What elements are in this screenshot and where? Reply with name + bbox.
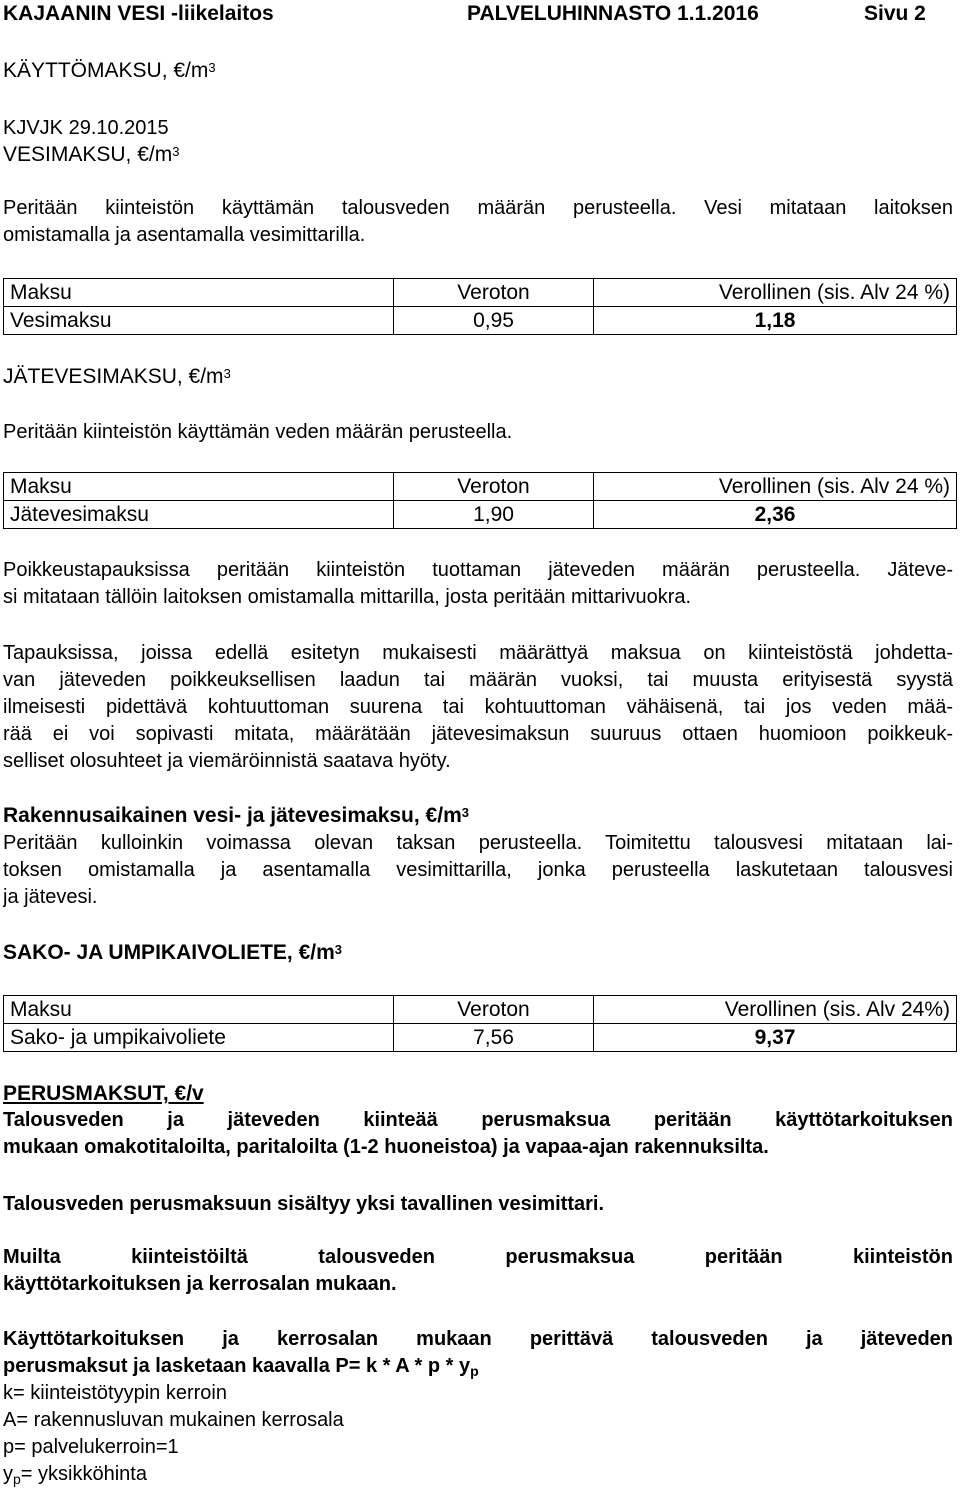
perusmaksut-paragraph-1: Talousveden ja jäteveden kiinteää perusmaksua peritään käyttötarkoituksen mukaan omakotitaloilta, paritaloilta (1-2 huoneistoa) ja vapaa-ajan rakennuksilta.	[3, 1109, 953, 1158]
section-title-vesimaksu: VESIMAKSU, $€/m^3$	[3, 143, 180, 166]
header-veroton: Veroton	[394, 996, 594, 1024]
header-organization: KAJAANIN VESI -liikelaitos	[3, 2, 274, 25]
row-verollinen: 9,37	[594, 1024, 957, 1052]
perusmaksut-paragraph-3: Muilta kiinteistöiltä talousveden perusmaksua peritään kiinteistön käyttötarkoituksen ja kerrosalan mukaan.	[3, 1246, 953, 1295]
section-title-kayttomaksu: KÄYTTÖMAKSU, $€/m^3$	[3, 59, 216, 82]
section-title-perusmaksut: PERUSMAKSUT, €/v	[3, 1082, 204, 1105]
perusmaksut-paragraph-4: Käyttötarkoituksen ja kerrosalan mukaan perittävä talousveden ja jäteveden perusmaksut ja lasketaan kaavalla $P= k * A * p * y_p$	[3, 1328, 953, 1379]
row-veroton: 0,95	[394, 307, 594, 335]
decision-reference: KJVJK 29.10.2015	[3, 117, 169, 139]
table-header-row	[4, 279, 957, 307]
section-title-jatevesimaksu: JÄTEVESIMAKSU, $€/m^3$	[3, 365, 231, 388]
row-veroton: 7,56	[394, 1024, 594, 1052]
jatevesimaksu-table	[3, 472, 957, 529]
table-row	[4, 1024, 957, 1052]
formula-def-a: A= rakennusluvan mukainen kerrosala	[3, 1409, 344, 1431]
header-veroton: Veroton	[394, 279, 594, 307]
rakennusaikainen-paragraph: Peritään kulloinkin voimassa olevan taksan perusteella. Toimitettu talousvesi mitataan lai- toksen omistamalla ja asentamalla vesimittarilla, jonka perusteella laskutetaan talousvesi ja jätevesi.	[3, 832, 953, 908]
formula-def-yp: $y_p=$ yksikköhinta	[3, 1463, 147, 1487]
row-verollinen: 1,18	[594, 307, 957, 335]
row-verollinen: 2,36	[594, 501, 957, 529]
row-label: Sako- ja umpikaivoliete	[4, 1024, 394, 1052]
formula-def-p: p= palvelukerroin=1	[3, 1436, 179, 1458]
vesimaksu-description: Peritään kiinteistön käyttämän talousveden määrän perusteella. Vesi mitataan laitoksen omistamalla ja asentamalla vesimittarilla.	[3, 197, 953, 246]
header-verollinen: Verollinen (sis. Alv 24%)	[594, 996, 957, 1024]
header-price-list-title: PALVELUHINNASTO 1.1.2016	[467, 2, 759, 25]
section-title-rakennusaikainen: Rakennusaikainen vesi- ja jätevesimaksu, $€/m^3$	[3, 804, 469, 827]
row-veroton: 1,90	[394, 501, 594, 529]
row-label: Jätevesimaksu	[4, 501, 394, 529]
vesimaksu-table	[3, 278, 957, 335]
header-verollinen: Verollinen (sis. Alv 24 %)	[594, 473, 957, 501]
header-veroton: Veroton	[394, 473, 594, 501]
header-maksu: Maksu	[4, 279, 394, 307]
table-row	[4, 501, 957, 529]
table-row	[4, 307, 957, 335]
formula-def-k: k= kiinteistötyypin kerroin	[3, 1382, 227, 1404]
jatevesimaksu-description: Peritään kiinteistön käyttämän veden määrän perusteella.	[3, 421, 513, 443]
row-label: Vesimaksu	[4, 307, 394, 335]
tapaus-paragraph: Tapauksissa, joissa edellä esitetyn mukaisesti määrättyä maksua on kiinteistöstä johdetta- van jäteveden poikkeuksellisen laadun tai määrän vuoksi, tai muusta erityisestä syystä ilmeisesti pidettävä kohtuuttoman suurena tai kohtuuttoman vähäisenä, tai jos veden mää- rää ei voi sopivasti mitata, määrätään jätevesimaksun suuruus ottaen huomioon poikkeuk- selliset olosuhteet ja viemäröinnistä saatava hyöty.	[3, 642, 953, 772]
poikkeus-paragraph: Poikkeustapauksissa peritään kiinteistön tuottaman jäteveden määrän perusteella. Jäteve- si mitataan tällöin laitoksen omistamalla mittarilla, josta peritään mittarivuokra.	[3, 559, 953, 608]
sako-table	[3, 995, 957, 1052]
header-verollinen: Verollinen (sis. Alv 24 %)	[594, 279, 957, 307]
header-maksu: Maksu	[4, 473, 394, 501]
table-header-row	[4, 473, 957, 501]
table-header-row	[4, 996, 957, 1024]
section-title-sako: SAKO- JA UMPIKAIVOLIETE, $€/m^3$	[3, 941, 342, 964]
header-maksu: Maksu	[4, 996, 394, 1024]
perusmaksut-paragraph-2: Talousveden perusmaksuun sisältyy yksi tavallinen vesimittari.	[3, 1193, 604, 1215]
header-page-number: Sivu 2	[864, 2, 926, 25]
